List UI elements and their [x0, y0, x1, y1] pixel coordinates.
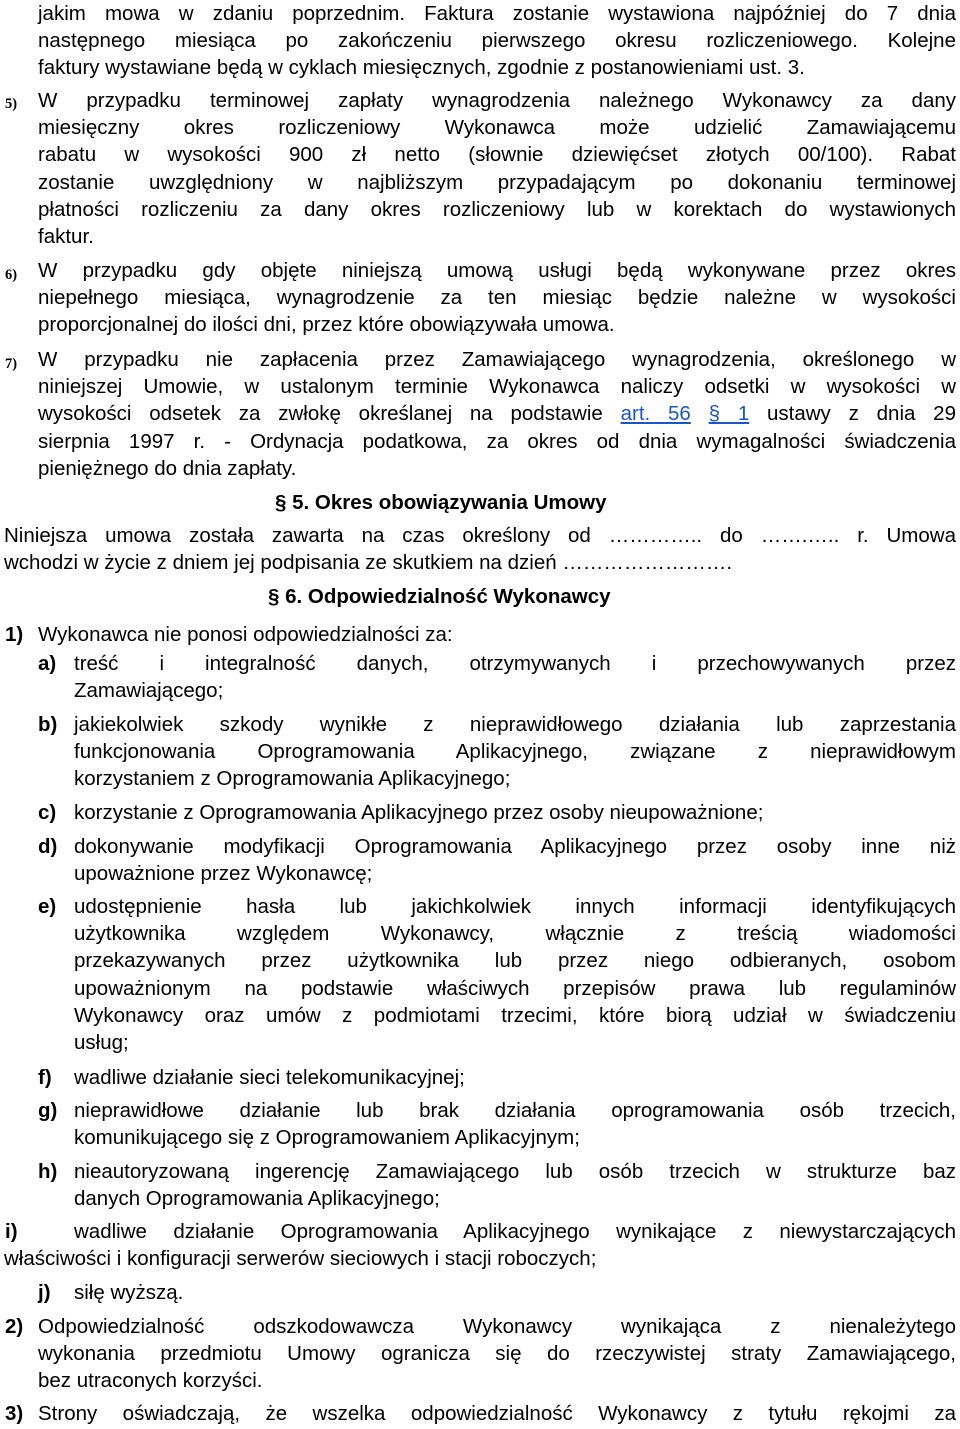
- text-line: usług;: [74, 1031, 129, 1055]
- text-line: W przypadku terminowej zapłaty wynagrodzenia należnego Wykonawcy za dany: [38, 89, 956, 112]
- subitem-label: c): [38, 801, 57, 824]
- text-line: upoważnionym na podstawie właściwych przepisów prawa lub regulaminów: [74, 976, 956, 1000]
- subitem-label: d): [38, 835, 58, 858]
- paragraph-5: [38, 87, 956, 250]
- subitem-label: h): [38, 1160, 58, 1183]
- text-line: przekazywanych przez użytkownika lub przez niego odbieranych, osobom: [74, 949, 956, 973]
- subitem-a: [74, 650, 956, 704]
- text-line: korzystanie z Oprogramowania Aplikacyjnego przez osoby nieupoważnione;: [74, 801, 764, 824]
- subitem-label: a): [38, 652, 57, 675]
- section-5-body: [4, 522, 956, 576]
- text-line: [38, 400, 956, 427]
- text-line: siłę wyższą.: [74, 1281, 184, 1304]
- text-line: Strony oświadczają, że wszelka odpowiedzialność Wykonawcy z tytułu rękojmi za: [38, 1402, 956, 1425]
- text-line: W przypadku gdy objęte niniejszą umową usługi będą wykonywane przez okres: [38, 259, 956, 282]
- subitem-label: b): [38, 713, 58, 736]
- subitem-f: [74, 1064, 956, 1091]
- text-line: Zamawiającego;: [74, 679, 224, 703]
- text-line: jakiekolwiek szkody wynikłe z nieprawidłowego działania lub zaprzestania: [74, 713, 956, 736]
- text-line: W przypadku nie zapłacenia przez Zamawiającego wynagrodzenia, określonego w: [38, 348, 956, 371]
- text-line: Wykonawcy oraz umów z podmiotami trzecimi, które biorą udział w świadczeniu: [74, 1003, 956, 1027]
- text-line: niepełnego miesiąca, wynagrodzenie za ten miesiąc będzie należne w wysokości: [38, 286, 956, 310]
- text-line: danych Oprogramowania Aplikacyjnego;: [74, 1187, 440, 1211]
- subitem-i-line2: [4, 1245, 956, 1272]
- subitem-label: i): [5, 1220, 18, 1243]
- section-6-heading: § 6. Odpowiedzialność Wykonawcy: [268, 585, 611, 608]
- text-fragment: [691, 402, 709, 425]
- text-line: Niniejsza umowa została zawarta na czas określony od ………….. do …….….. r. Umowa: [4, 524, 956, 547]
- text-line: bez utraconych korzyści.: [38, 1369, 263, 1393]
- subitem-i-line1: [74, 1218, 956, 1245]
- text-line: wadliwe działanie Oprogramowania Aplikacyjnego wynikające z niewystarczających: [74, 1220, 956, 1243]
- text-fragment: wysokości odsetek za zwłokę określanej na podstawie: [38, 402, 621, 426]
- text-line: właściwości i konfiguracji serwerów sieciowych i stacji roboczych;: [4, 1247, 597, 1270]
- item-number: 3): [5, 1402, 24, 1425]
- text-line: Odpowiedzialność odszkodowawcza Wykonawcy wynikająca z nienależytego: [38, 1315, 956, 1338]
- subitem-e: [74, 893, 956, 1056]
- top-paragraph: [38, 0, 956, 82]
- item-number: 1): [5, 623, 24, 646]
- text-line: treść i integralność danych, otrzymywanych i przechowywanych przez: [74, 652, 956, 675]
- text-line: nieprawidłowe działanie lub brak działania oprogramowania osób trzecich,: [74, 1099, 956, 1122]
- paragraph-7: [38, 346, 956, 482]
- text-fragment: ustawy z dnia 29: [749, 402, 956, 426]
- text-line: miesięczny okres rozliczeniowy Wykonawca może udzielić Zamawiającemu: [38, 116, 956, 140]
- subitem-c: [74, 799, 956, 826]
- text-line: następnego miesiąca po zakończeniu pierwszego okresu rozliczeniowego. Kolejne: [38, 29, 956, 53]
- text-line: pieniężnego do dnia zapłaty.: [38, 456, 297, 480]
- text-line: wadliwe działanie sieci telekomunikacyjnej;: [74, 1066, 465, 1089]
- text-line: udostępnienie hasła lub jakichkolwiek innych informacji identyfikujących: [74, 895, 956, 918]
- item-2: [38, 1313, 956, 1395]
- paragraph-link[interactable]: § 1: [708, 402, 750, 426]
- item-1-text: Wykonawca nie ponosi odpowiedzialności za:: [38, 623, 453, 646]
- text-line: wchodzi w życie z dniem jej podpisania ze skutkiem na dzień …………………….: [4, 551, 733, 575]
- text-line: jakim mowa w zdaniu poprzednim. Faktura zostanie wystawiona najpóźniej do 7 dnia: [38, 2, 956, 25]
- text-line: sierpnia 1997 r. - Ordynacja podatkowa, za okres od dnia wymagalności świadczenia: [38, 429, 956, 453]
- text-line: użytkownika względem Wykonawcy, włącznie z treścią wiadomości: [74, 922, 956, 946]
- item-3: [38, 1400, 956, 1427]
- subitem-h: [74, 1158, 956, 1212]
- subitem-label: e): [38, 895, 57, 918]
- subitem-g: [74, 1097, 956, 1151]
- text-line: nieautoryzowaną ingerencję Zamawiającego lub osób trzecich w strukturze baz: [74, 1160, 956, 1183]
- text-line: niniejszej Umowie, w ustalonym terminie Wykonawca naliczy odsetki w wysokości w: [38, 375, 956, 399]
- subitem-d: [74, 833, 956, 887]
- paragraph-number: 6): [5, 267, 18, 283]
- item-number: 2): [5, 1315, 24, 1338]
- text-line: płatności rozliczeniu za dany okres rozliczeniowy lub w korektach do wystawionych: [38, 197, 956, 221]
- section-5-heading: § 5. Okres obowiązywania Umowy: [275, 491, 607, 514]
- text-line: proporcjonalnej do ilości dni, przez które obowiązywała umowa.: [38, 313, 615, 337]
- text-line: zostanie uwzględniony w najbliższym przypadającym po dokonaniu terminowej: [38, 170, 956, 194]
- article-link[interactable]: art. 56: [620, 402, 691, 426]
- text-line: faktury wystawiane będą w cyklach miesięcznych, zgodnie z postanowieniami ust. 3.: [38, 56, 805, 80]
- subitem-label: f): [38, 1066, 52, 1089]
- subitem-j: [74, 1279, 956, 1306]
- subitem-label: j): [38, 1281, 51, 1304]
- subitem-label: g): [38, 1099, 58, 1122]
- text-line: dokonywanie modyfikacji Oprogramowania Aplikacyjnego przez osoby inne niż: [74, 835, 956, 858]
- paragraph-6: [38, 257, 956, 339]
- text-line: wykonania przedmiotu Umowy ogranicza się do rzeczywistej straty Zamawiającego,: [38, 1342, 956, 1366]
- text-line: korzystaniem z Oprogramowania Aplikacyjnego;: [74, 767, 511, 791]
- text-line: rabatu w wysokości 900 zł netto (słownie dziewięćset złotych 00/100). Rabat: [38, 143, 956, 167]
- text-line: upoważnione przez Wykonawcę;: [74, 862, 373, 886]
- text-line: funkcjonowania Oprogramowania Aplikacyjnego, związane z nieprawidłowym: [74, 740, 956, 764]
- paragraph-number: 5): [5, 96, 18, 112]
- subitem-b: [74, 711, 956, 793]
- text-line: faktur.: [38, 225, 94, 249]
- paragraph-number: 7): [5, 356, 18, 372]
- text-line: komunikującego się z Oprogramowaniem Aplikacyjnym;: [74, 1126, 580, 1150]
